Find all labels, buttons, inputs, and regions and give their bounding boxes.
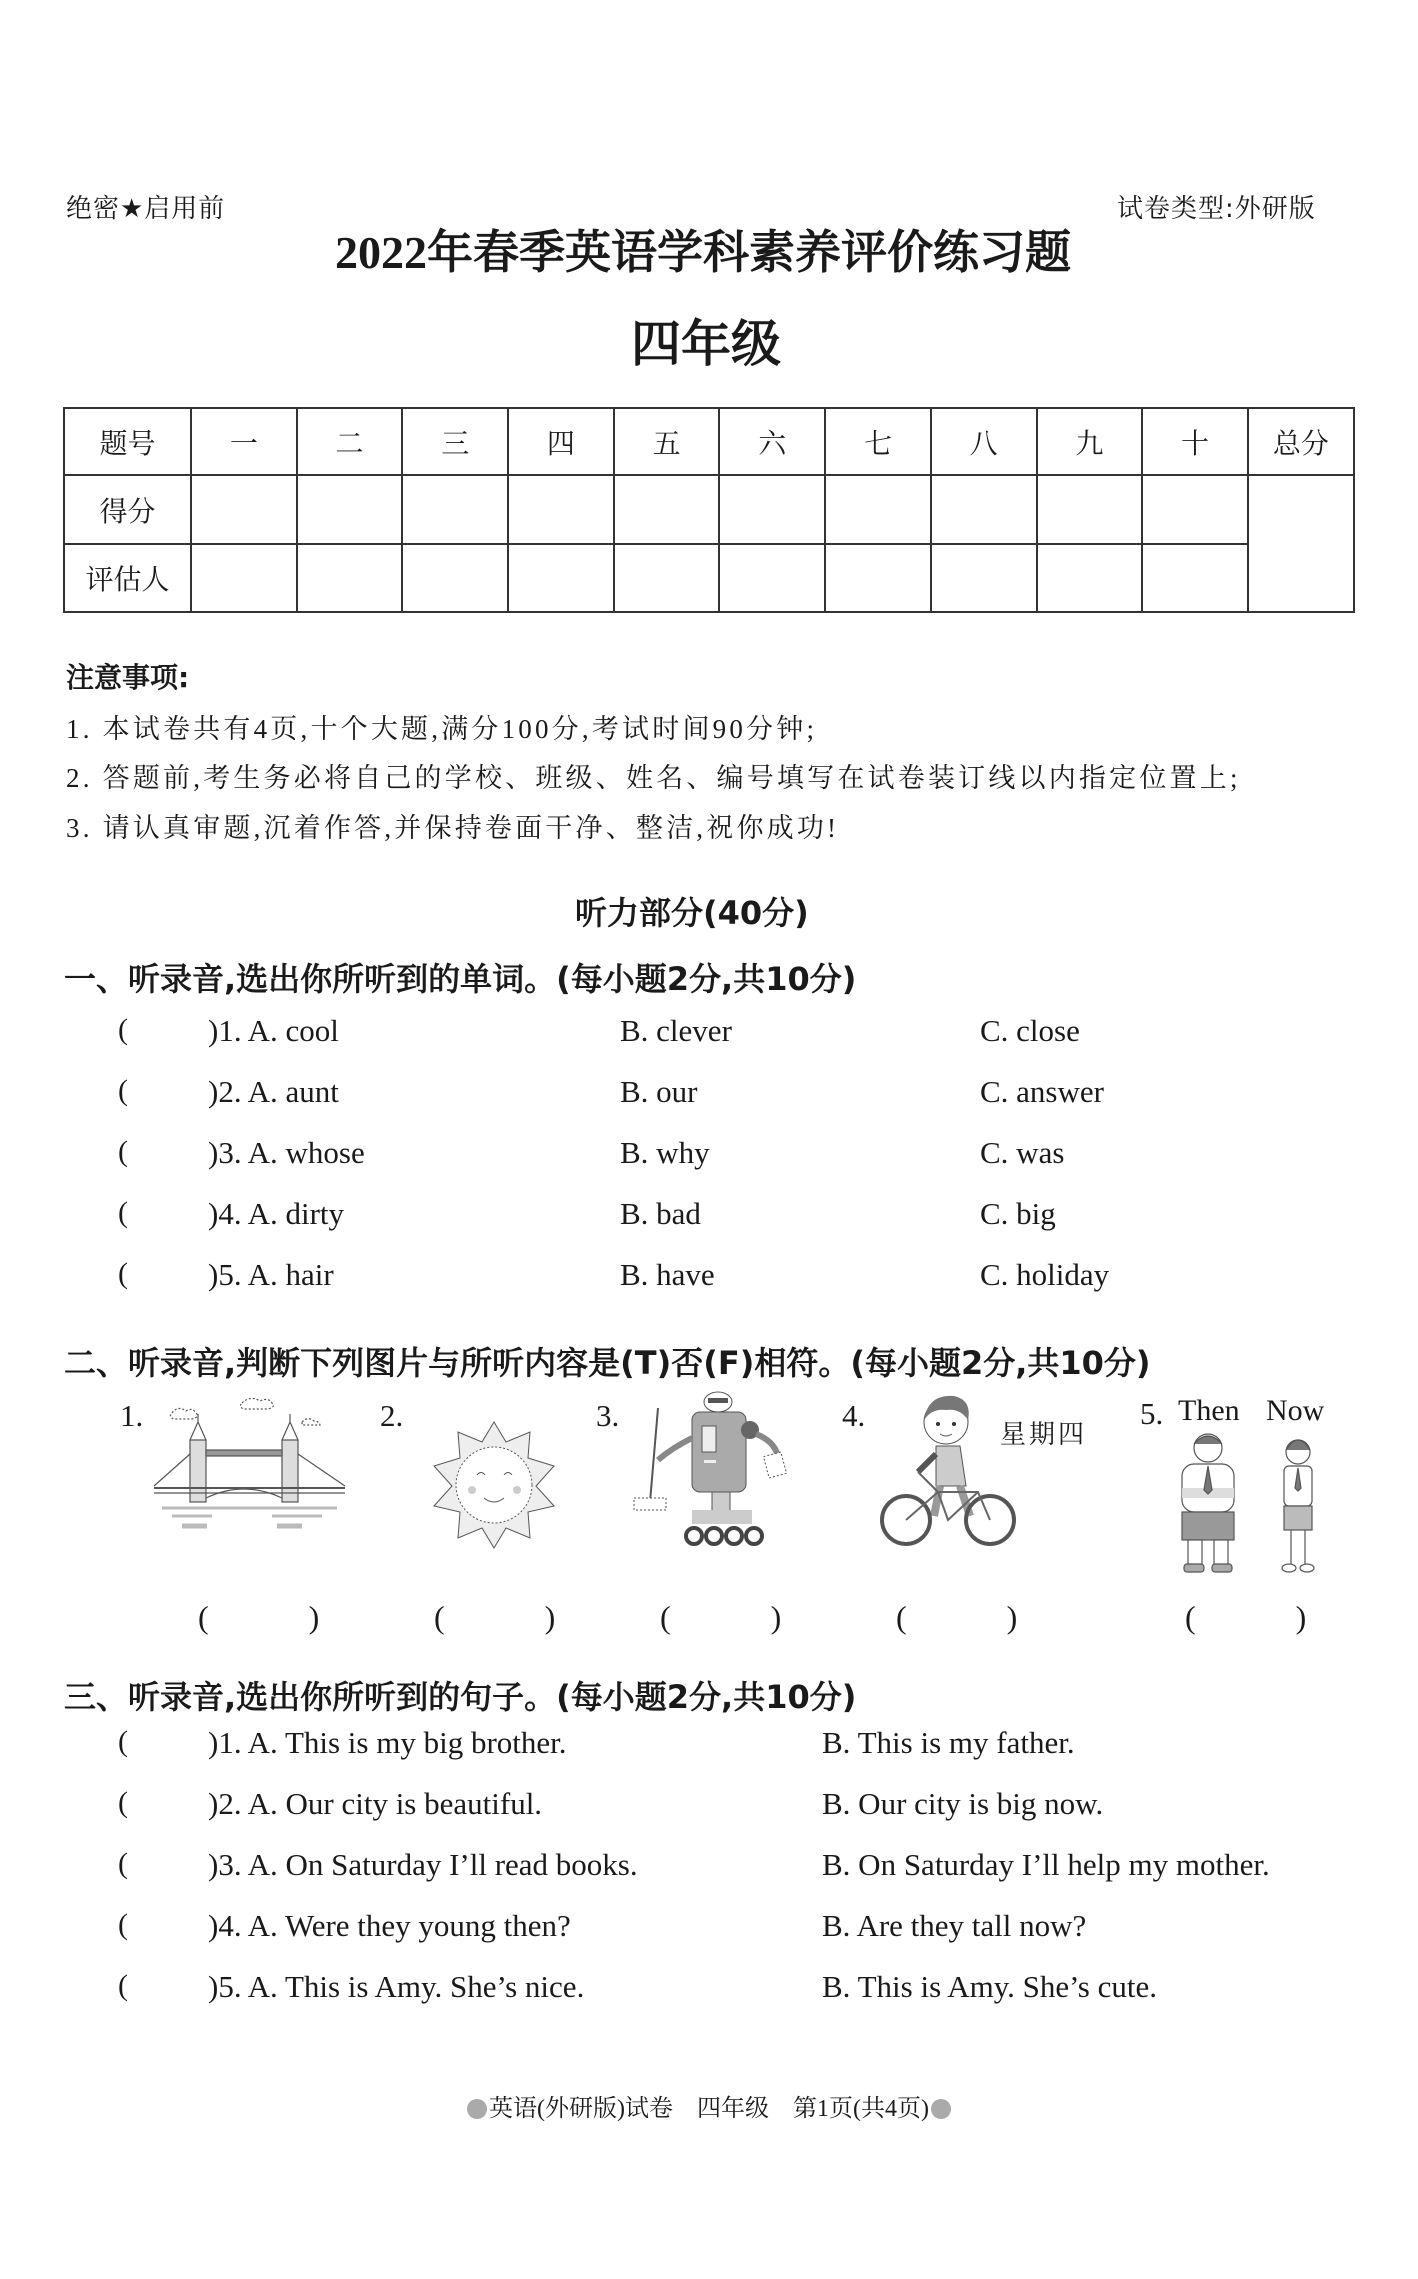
sweeping-robot-picture-icon: [630, 1390, 805, 1550]
option-a: )4. A. dirty: [208, 1196, 345, 1231]
picture-5-now-caption: Now: [1266, 1394, 1325, 1427]
picture-3-answer-blank[interactable]: ( ): [660, 1599, 794, 1635]
boy-riding-bike-picture-icon: [878, 1392, 1018, 1552]
header-cell-q7: 七: [825, 408, 931, 475]
score-cell-q10[interactable]: [1142, 475, 1248, 544]
grade-title-text: 四年级: [631, 316, 781, 372]
picture-2-answer-blank[interactable]: ( ): [434, 1599, 568, 1635]
answer-blank[interactable]: (: [118, 1847, 128, 1880]
option-b: B. our: [620, 1074, 698, 1109]
score-cell-q2[interactable]: [297, 475, 403, 544]
score-row-label: 得分: [64, 475, 191, 544]
option-a: )5. A. hair: [208, 1257, 334, 1292]
score-cell-q8[interactable]: [931, 475, 1037, 544]
assessor-cell-q6[interactable]: [719, 544, 825, 612]
option-a: )4. A. Were they young then?: [208, 1908, 571, 1943]
assessor-cell-q7[interactable]: [825, 544, 931, 612]
option-a: )3. A. On Saturday I’ll read books.: [208, 1847, 638, 1882]
option-b: B. This is my father.: [822, 1725, 1075, 1760]
header-cell-total: 总分: [1248, 408, 1354, 475]
confidential-label: 绝密★启用前: [66, 194, 226, 224]
option-b: B. Our city is big now.: [822, 1786, 1104, 1821]
score-cell-q5[interactable]: [614, 475, 720, 544]
answer-blank[interactable]: (: [118, 1969, 128, 2002]
tower-bridge-picture-icon: [152, 1398, 347, 1548]
section2-heading: 二、听录音,判断下列图片与所听内容是(T)否(F)相符。(每小题2分,共10分): [64, 1344, 1151, 1382]
assessor-cell-q3[interactable]: [402, 544, 508, 612]
assessor-row: [64, 544, 1354, 612]
picture-4-caption: 星期四: [1000, 1420, 1088, 1449]
picture-5-answer-blank[interactable]: ( ): [1185, 1599, 1319, 1635]
score-table-header-row: [64, 408, 1354, 475]
page-title-text: 2022年春季英语学科素养评价练习题: [335, 227, 1071, 278]
assessor-cell-q4[interactable]: [508, 544, 614, 612]
option-a: )3. A. whose: [208, 1135, 365, 1170]
picture-4-label: 4.: [842, 1398, 866, 1433]
assessor-cell-q8[interactable]: [931, 544, 1037, 612]
option-a: )1. A. This is my big brother.: [208, 1725, 567, 1760]
listening-part-heading: 听力部分(40分): [575, 894, 809, 932]
footer-text: 英语(外研版)试卷 四年级 第1页(共4页): [489, 2096, 929, 2122]
picture-1-label: 1.: [120, 1398, 144, 1433]
smiling-sun-picture-icon: [432, 1420, 557, 1550]
answer-blank[interactable]: (: [118, 1013, 128, 1046]
picture-3-label: 3.: [596, 1398, 620, 1433]
picture-4-answer-blank[interactable]: ( ): [896, 1599, 1030, 1635]
option-b: B. clever: [620, 1013, 732, 1048]
assessor-cell-q9[interactable]: [1037, 544, 1143, 612]
option-c: C. was: [980, 1135, 1065, 1170]
score-cell-q1[interactable]: [191, 475, 297, 544]
answer-blank[interactable]: (: [118, 1725, 128, 1758]
score-table: [63, 407, 1355, 613]
section1-heading: 一、听录音,选出你所听到的单词。(每小题2分,共10分): [64, 960, 857, 998]
answer-blank[interactable]: (: [118, 1074, 128, 1107]
answer-blank[interactable]: (: [118, 1786, 128, 1819]
note-item-3: 3. 请认真审题,沉着作答,并保持卷面干净、整洁,祝你成功!: [66, 813, 840, 843]
header-cell-q8: 八: [931, 408, 1037, 475]
score-row: [64, 475, 1354, 544]
header-cell-q6: 六: [719, 408, 825, 475]
page-title: [0, 216, 1418, 282]
option-b: B. bad: [620, 1196, 701, 1231]
assessor-cell-q1[interactable]: [191, 544, 297, 612]
score-cell-q7[interactable]: [825, 475, 931, 544]
option-b: B. Are they tall now?: [822, 1908, 1087, 1943]
option-b: B. On Saturday I’ll help my mother.: [822, 1847, 1270, 1882]
header-cell-q2: 二: [297, 408, 403, 475]
option-a: )2. A. aunt: [208, 1074, 339, 1109]
assessor-cell-q10[interactable]: [1142, 544, 1248, 612]
publisher-logo-icon: [931, 2099, 951, 2119]
picture-5-label: 5.: [1140, 1396, 1164, 1431]
option-c: C. big: [980, 1196, 1056, 1231]
boy-then-now-picture-icon: [1170, 1430, 1340, 1575]
option-b: B. have: [620, 1257, 715, 1292]
grade-title: [0, 304, 1418, 376]
score-cell-q6[interactable]: [719, 475, 825, 544]
total-score-cell[interactable]: [1248, 475, 1354, 612]
score-cell-q9[interactable]: [1037, 475, 1143, 544]
assessor-cell-q5[interactable]: [614, 544, 720, 612]
option-b: B. This is Amy. She’s cute.: [822, 1969, 1157, 2004]
picture-5-then-caption: Then: [1178, 1394, 1240, 1427]
header-cell-question-no: 题号: [64, 408, 191, 475]
header-cell-q5: 五: [614, 408, 720, 475]
score-cell-q3[interactable]: [402, 475, 508, 544]
answer-blank[interactable]: (: [118, 1908, 128, 1941]
option-c: C. answer: [980, 1074, 1104, 1109]
note-item-2: 2. 答题前,考生务必将自己的学校、班级、姓名、编号填写在试卷装订线以内指定位置上;: [66, 763, 1241, 793]
option-a: )5. A. This is Amy. She’s nice.: [208, 1969, 585, 2004]
answer-blank[interactable]: (: [118, 1135, 128, 1168]
header-cell-q3: 三: [402, 408, 508, 475]
picture-1-answer-blank[interactable]: ( ): [198, 1599, 332, 1635]
page-footer: [0, 2088, 1418, 2123]
option-b: B. why: [620, 1135, 710, 1170]
header-cell-q4: 四: [508, 408, 614, 475]
option-a: )2. A. Our city is beautiful.: [208, 1786, 543, 1821]
answer-blank[interactable]: (: [118, 1257, 128, 1290]
option-a: )1. A. cool: [208, 1013, 339, 1048]
answer-blank[interactable]: (: [118, 1196, 128, 1229]
section3-heading: 三、听录音,选出你所听到的句子。(每小题2分,共10分): [64, 1678, 857, 1716]
picture-2-label: 2.: [380, 1398, 404, 1433]
score-cell-q4[interactable]: [508, 475, 614, 544]
paper-type-label: 试卷类型:外研版: [1117, 194, 1316, 224]
header-cell-q1: 一: [191, 408, 297, 475]
assessor-row-label: 评估人: [64, 544, 191, 612]
note-item-1: 1. 本试卷共有4页,十个大题,满分100分,考试时间90分钟;: [66, 714, 818, 744]
option-c: C. close: [980, 1013, 1080, 1048]
header-cell-q10: 十: [1142, 408, 1248, 475]
header-cell-q9: 九: [1037, 408, 1143, 475]
publisher-logo-icon: [467, 2099, 487, 2119]
assessor-cell-q2[interactable]: [297, 544, 403, 612]
option-c: C. holiday: [980, 1257, 1110, 1292]
notes-title: 注意事项:: [66, 661, 190, 694]
